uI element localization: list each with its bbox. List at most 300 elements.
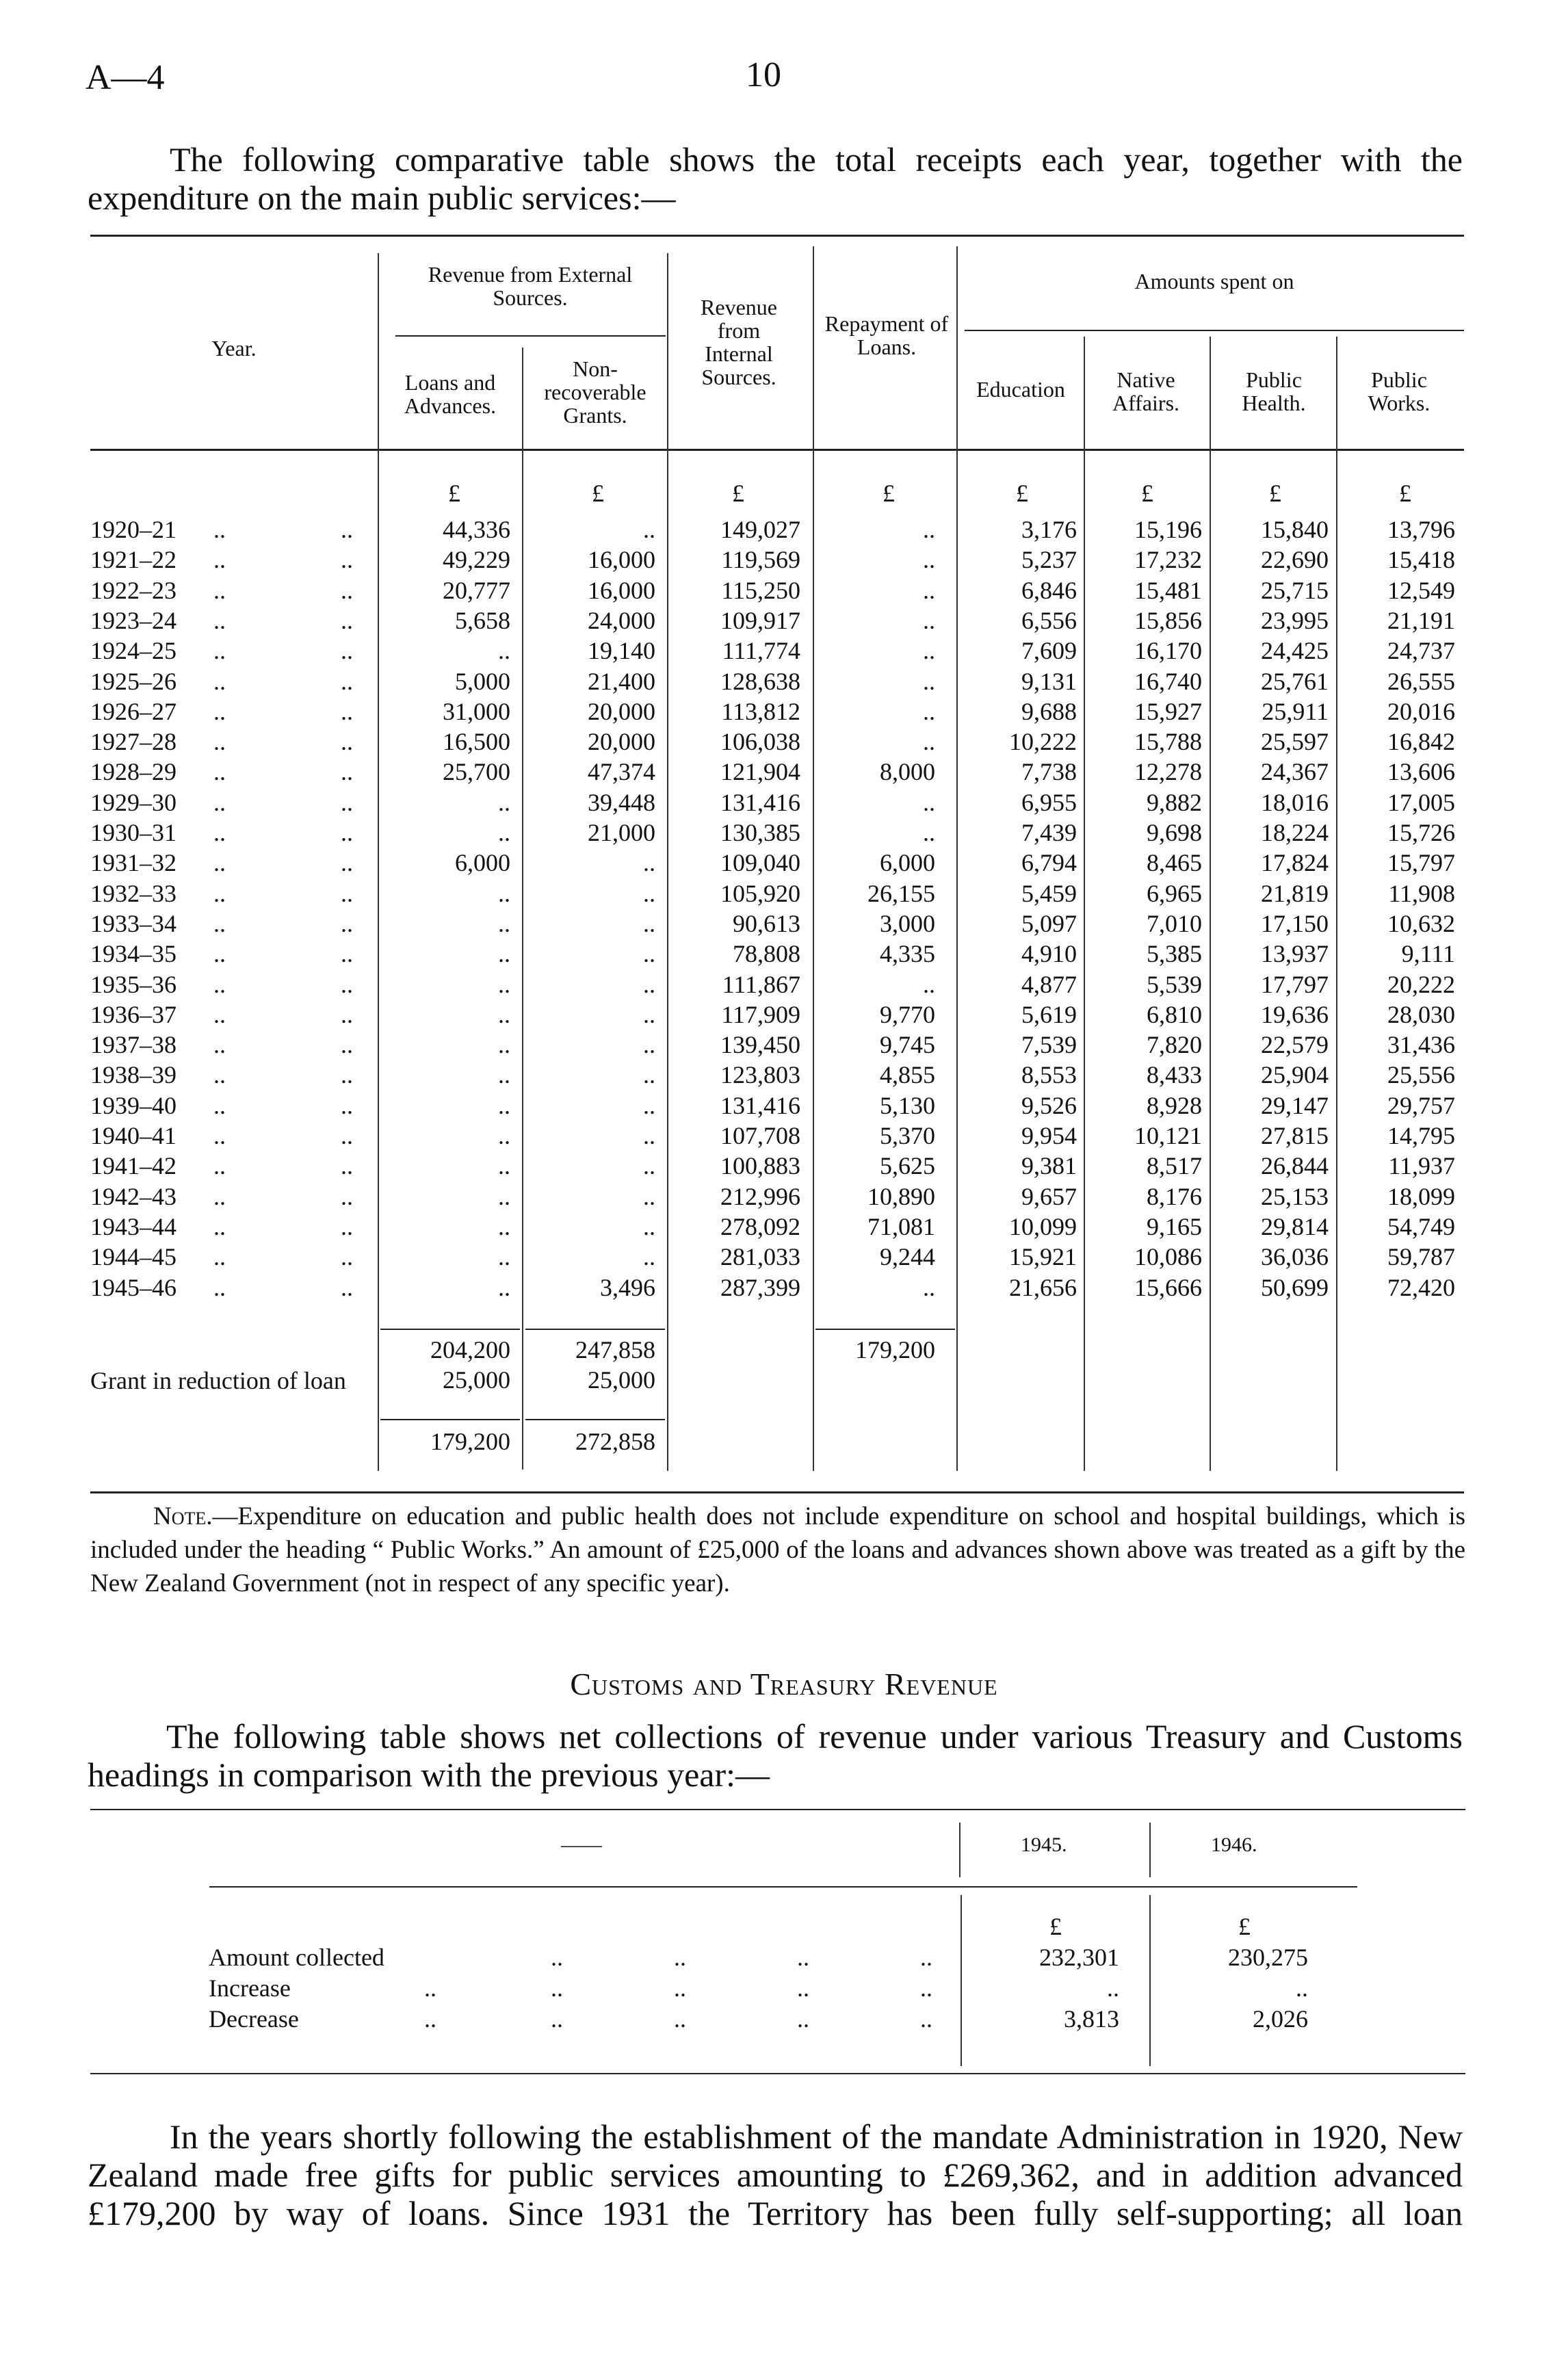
cell-health: 17,824: [1261, 849, 1329, 876]
cell-health: 26,844: [1261, 1152, 1329, 1179]
row-year: 1931–32: [90, 849, 177, 876]
leader-dots: ..: [797, 2005, 809, 2033]
leader-dots: ..: [551, 1974, 563, 2002]
cell-repayment: 3,000: [880, 910, 935, 937]
cell-internal: 281,033: [720, 1243, 800, 1270]
cell-native: 7,010: [1147, 910, 1202, 937]
leader-dots: ..: [341, 1213, 353, 1240]
cell-repayment: ..: [923, 637, 935, 664]
leader-dots: ..: [551, 2005, 563, 2033]
cell-grants: ..: [643, 1031, 655, 1058]
leader-dots: ..: [213, 668, 226, 695]
cell-education: 7,539: [1021, 1031, 1077, 1058]
cell-repayment: 4,855: [880, 1061, 935, 1088]
leader-dots: ..: [213, 698, 226, 725]
cell-loans: ..: [498, 1122, 510, 1149]
cell-native: 15,481: [1134, 577, 1202, 604]
cell-repayment: ..: [923, 728, 935, 755]
cell-health: 21,819: [1261, 880, 1329, 907]
cell-internal: 212,996: [720, 1183, 800, 1210]
cell-works: 54,749: [1387, 1213, 1455, 1240]
cell-grants: ..: [643, 910, 655, 937]
customs-header-1945: 1945.: [1021, 1833, 1067, 1856]
cell-native: 16,170: [1134, 637, 1202, 664]
row-year: 1927–28: [90, 728, 177, 755]
leader-dots: ..: [341, 880, 353, 907]
cell-health: 29,147: [1261, 1092, 1329, 1119]
grants-net: 272,858: [575, 1428, 655, 1455]
cell-works: 26,555: [1387, 668, 1455, 695]
leader-dots: ..: [213, 789, 226, 816]
row-year: 1923–24: [90, 607, 177, 634]
leader-dots: ..: [341, 516, 353, 543]
col-divider-year: [378, 253, 379, 1471]
cell-works: 15,726: [1387, 819, 1455, 846]
row-year: 1934–35: [90, 940, 177, 967]
loans-subtotal: 204,200: [430, 1336, 510, 1363]
customs-row-label: Amount collected: [209, 1944, 384, 1971]
cell-repayment: ..: [923, 516, 935, 543]
leader-dots: ..: [341, 668, 353, 695]
cell-works: 13,796: [1387, 516, 1455, 543]
cell-works: 28,030: [1387, 1001, 1455, 1028]
adjustment-label: Grant in reduction of loan: [90, 1367, 346, 1394]
cell-native: 17,232: [1134, 546, 1202, 573]
customs-bottom-rule: [90, 2073, 1465, 2074]
leader-dots: ..: [341, 940, 353, 967]
row-year: 1941–42: [90, 1152, 177, 1179]
cell-grants: 47,374: [588, 758, 655, 785]
cell-education: 7,738: [1021, 758, 1077, 785]
cell-native: 5,385: [1147, 940, 1202, 967]
customs-stub-header: ——: [561, 1833, 602, 1856]
leader-dots: ..: [424, 2005, 436, 2033]
leader-dots: ..: [341, 789, 353, 816]
cell-internal: 113,812: [721, 698, 800, 725]
leader-dots: ..: [341, 819, 353, 846]
row-year: 1925–26: [90, 668, 177, 695]
customs-intro-text: The following table shows net collections of revenue under various Treasury and Customs headings in comparison with the previous year:—: [88, 1717, 1463, 1794]
cell-native: 15,666: [1134, 1274, 1202, 1301]
cell-education: 5,459: [1021, 880, 1077, 907]
cell-repayment: 5,370: [880, 1122, 935, 1149]
leader-dots: ..: [341, 910, 353, 937]
cell-works: 12,549: [1387, 577, 1455, 604]
cell-loans: 5,658: [455, 607, 510, 634]
grants-net-rule: [525, 1419, 665, 1420]
cell-loans: ..: [498, 1001, 510, 1028]
row-year: 1921–22: [90, 546, 177, 573]
cell-health: 24,367: [1261, 758, 1329, 785]
customs-cell-y1946: 2,026: [1253, 2005, 1308, 2033]
cell-education: 10,222: [1009, 728, 1077, 755]
header-external-sources: Revenue from External Sources.: [428, 262, 633, 310]
cell-works: 18,099: [1387, 1183, 1455, 1210]
row-year: 1932–33: [90, 880, 177, 907]
cell-grants: 3,496: [600, 1274, 655, 1301]
leader-dots: ..: [213, 728, 226, 755]
leader-dots: ..: [920, 1944, 932, 1971]
row-year: 1929–30: [90, 789, 177, 816]
leader-dots: ..: [213, 546, 226, 573]
row-year: 1940–41: [90, 1122, 177, 1149]
row-year: 1930–31: [90, 819, 177, 846]
cell-repayment: 9,770: [880, 1001, 935, 1028]
cell-health: 17,797: [1261, 971, 1329, 998]
cell-repayment: 71,081: [867, 1213, 935, 1240]
cell-grants: 39,448: [588, 789, 655, 816]
customs-header-1946: 1946.: [1211, 1833, 1257, 1856]
cell-loans: 49,229: [443, 546, 510, 573]
cell-works: 20,016: [1387, 698, 1455, 725]
cell-works: 13,606: [1387, 758, 1455, 785]
cell-education: 3,176: [1021, 516, 1077, 543]
amounts-group-rule: [965, 330, 1464, 331]
cell-works: 21,191: [1387, 607, 1455, 634]
intro-paragraph: [88, 140, 1463, 217]
header-year: Year.: [211, 336, 257, 361]
cell-education: 4,877: [1021, 971, 1077, 998]
leader-dots: ..: [341, 1152, 353, 1179]
leader-dots: ..: [213, 971, 226, 998]
cell-internal: 139,450: [720, 1031, 800, 1058]
cell-education: 9,381: [1021, 1152, 1077, 1179]
leader-dots: ..: [341, 637, 353, 664]
table-note: [90, 1500, 1465, 1600]
cell-internal: 109,917: [720, 607, 800, 634]
external-group-rule: [395, 335, 666, 337]
leader-dots: ..: [341, 1001, 353, 1028]
cell-native: 9,882: [1147, 789, 1202, 816]
cell-health: 25,761: [1261, 668, 1329, 695]
cell-internal: 131,416: [720, 789, 800, 816]
cell-repayment: ..: [923, 1274, 935, 1301]
cell-works: 10,632: [1387, 910, 1455, 937]
cell-grants: ..: [643, 1243, 655, 1270]
cell-loans: ..: [498, 1213, 510, 1240]
customs-cell-y1946: ..: [1296, 1974, 1308, 2002]
cell-internal: 106,038: [720, 728, 800, 755]
customs-col-divider-3: [961, 1895, 962, 2066]
cell-internal: 121,904: [720, 758, 800, 785]
cell-health: 23,995: [1261, 607, 1329, 634]
leader-dots: ..: [341, 1092, 353, 1119]
cell-grants: ..: [643, 1152, 655, 1179]
leader-dots: ..: [213, 637, 226, 664]
cell-native: 8,928: [1147, 1092, 1202, 1119]
leader-dots: ..: [213, 1152, 226, 1179]
header-bottom-rule: [90, 449, 1464, 451]
cell-loans: ..: [498, 971, 510, 998]
cell-works: 11,937: [1388, 1152, 1455, 1179]
closing-paragraph: [88, 2117, 1463, 2232]
cell-works: 9,111: [1401, 940, 1455, 967]
cell-native: 5,539: [1147, 971, 1202, 998]
leader-dots: ..: [920, 2005, 932, 2033]
header-amounts-spent: Amounts spent on: [1134, 269, 1294, 293]
cell-loans: 5,000: [455, 668, 510, 695]
cell-grants: ..: [643, 880, 655, 907]
cell-internal: 100,883: [720, 1152, 800, 1179]
customs-col-divider-1: [959, 1823, 961, 1877]
currency-symbol-education: £: [1016, 480, 1028, 507]
cell-loans: 16,500: [443, 728, 510, 755]
col-divider-grants: [667, 253, 668, 1471]
grants-subtotal-rule: [525, 1329, 665, 1330]
header-repayment-loans: Repayment of Loans.: [824, 311, 949, 359]
cell-repayment: ..: [923, 546, 935, 573]
cell-internal: 111,774: [722, 637, 800, 664]
col-divider-internal: [813, 246, 814, 1471]
cell-works: 16,842: [1387, 728, 1455, 755]
cell-education: 7,439: [1021, 819, 1077, 846]
leader-dots: ..: [213, 1001, 226, 1028]
cell-grants: 21,400: [588, 668, 655, 695]
leader-dots: ..: [213, 577, 226, 604]
header-education: Education: [976, 377, 1065, 402]
closing-text: In the years shortly following the establishment of the mandate Administration in 1920, New Zealand made free gifts for public services amounting to £269,362, and in addition advanced £179,200 by way of loans. Since 1931 the Territory has been fully self-supporting; all loan: [88, 2117, 1463, 2232]
cell-education: 15,921: [1009, 1243, 1077, 1270]
cell-repayment: 10,890: [867, 1183, 935, 1210]
cell-internal: 149,027: [720, 516, 800, 543]
cell-repayment: 9,244: [880, 1243, 935, 1270]
cell-repayment: 5,625: [880, 1152, 935, 1179]
cell-health: 25,715: [1261, 577, 1329, 604]
leader-dots: ..: [213, 1213, 226, 1240]
cell-grants: ..: [643, 1001, 655, 1028]
cell-loans: ..: [498, 880, 510, 907]
cell-repayment: 8,000: [880, 758, 935, 785]
header-public-works: Public Works.: [1368, 367, 1430, 415]
cell-internal: 109,040: [720, 849, 800, 876]
customs-cell-y1945: 3,813: [1064, 2005, 1119, 2033]
cell-health: 13,937: [1261, 940, 1329, 967]
row-year: 1937–38: [90, 1031, 177, 1058]
leader-dots: ..: [213, 819, 226, 846]
leader-dots: ..: [341, 698, 353, 725]
cell-education: 7,609: [1021, 637, 1077, 664]
cell-native: 8,517: [1147, 1152, 1202, 1179]
cell-repayment: ..: [923, 607, 935, 634]
cell-health: 19,636: [1261, 1001, 1329, 1028]
leader-dots: ..: [341, 728, 353, 755]
cell-internal: 278,092: [720, 1213, 800, 1240]
row-year: 1944–45: [90, 1243, 177, 1270]
leader-dots: ..: [424, 1974, 436, 2002]
header-native-affairs: Native Affairs.: [1112, 367, 1180, 415]
cell-education: 9,688: [1021, 698, 1077, 725]
intro-text: The following comparative table shows the total receipts each year, together with the expenditure on the main public services:—: [88, 140, 1463, 217]
cell-works: 11,908: [1388, 880, 1455, 907]
leader-dots: ..: [551, 1944, 563, 1971]
cell-repayment: 26,155: [867, 880, 935, 907]
cell-education: 10,099: [1009, 1213, 1077, 1240]
cell-health: 25,597: [1261, 728, 1329, 755]
section-title-customs: Customs and Treasury Revenue: [570, 1667, 998, 1701]
cell-native: 9,698: [1147, 819, 1202, 846]
row-year: 1922–23: [90, 577, 177, 604]
table-bottom-rule: [90, 1491, 1464, 1493]
cell-health: 27,815: [1261, 1122, 1329, 1149]
leader-dots: ..: [797, 1944, 809, 1971]
row-year: 1943–44: [90, 1213, 177, 1240]
cell-native: 16,740: [1134, 668, 1202, 695]
col-divider-loans: [522, 348, 523, 1470]
cell-health: 24,425: [1261, 637, 1329, 664]
cell-grants: 21,000: [588, 819, 655, 846]
cell-internal: 78,808: [733, 940, 800, 967]
cell-health: 18,224: [1261, 819, 1329, 846]
cell-health: 25,153: [1261, 1183, 1329, 1210]
customs-col-divider-4: [1149, 1895, 1151, 2066]
cell-native: 8,433: [1147, 1061, 1202, 1088]
cell-works: 24,737: [1387, 637, 1455, 664]
cell-internal: 119,569: [721, 546, 800, 573]
cell-grants: 16,000: [588, 546, 655, 573]
cell-internal: 90,613: [733, 910, 800, 937]
leader-dots: ..: [213, 1243, 226, 1270]
cell-loans: ..: [498, 910, 510, 937]
cell-internal: 111,867: [722, 971, 800, 998]
cell-native: 15,856: [1134, 607, 1202, 634]
cell-education: 9,131: [1021, 668, 1077, 695]
cell-grants: ..: [643, 971, 655, 998]
cell-native: 12,278: [1134, 758, 1202, 785]
leader-dots: ..: [674, 1944, 686, 1971]
cell-education: 6,794: [1021, 849, 1077, 876]
leader-dots: ..: [213, 758, 226, 785]
cell-loans: ..: [498, 1152, 510, 1179]
leader-dots: ..: [920, 1974, 932, 2002]
cell-repayment: ..: [923, 698, 935, 725]
leader-dots: ..: [213, 849, 226, 876]
loans-net: 179,200: [430, 1428, 510, 1455]
row-year: 1945–46: [90, 1274, 177, 1301]
currency-symbol-native: £: [1141, 480, 1153, 507]
cell-repayment: 9,745: [880, 1031, 935, 1058]
leader-dots: ..: [341, 971, 353, 998]
row-year: 1935–36: [90, 971, 177, 998]
leader-dots: ..: [674, 2005, 686, 2033]
leader-dots: ..: [213, 1183, 226, 1210]
cell-grants: ..: [643, 1092, 655, 1119]
cell-works: 15,418: [1387, 546, 1455, 573]
cell-repayment: ..: [923, 819, 935, 846]
leader-dots: ..: [674, 1974, 686, 2002]
leader-dots: ..: [797, 1974, 809, 2002]
leader-dots: ..: [213, 516, 226, 543]
cell-health: 15,840: [1261, 516, 1329, 543]
cell-works: 72,420: [1387, 1274, 1455, 1301]
row-year: 1920–21: [90, 516, 177, 543]
cell-health: 18,016: [1261, 789, 1329, 816]
header-public-health: Public Health.: [1242, 367, 1306, 415]
table-top-rule: [90, 235, 1464, 237]
leader-dots: ..: [341, 1183, 353, 1210]
cell-grants: ..: [643, 1183, 655, 1210]
customs-col-divider-2: [1149, 1823, 1151, 1877]
cell-grants: ..: [643, 1122, 655, 1149]
cell-native: 15,788: [1134, 728, 1202, 755]
currency-symbol-health: £: [1269, 480, 1281, 507]
header-nonrecoverable-grants: Non-recoverable Grants.: [544, 356, 646, 428]
leader-dots: ..: [341, 607, 353, 634]
currency-symbol-repayment: £: [883, 480, 895, 507]
cell-internal: 131,416: [720, 1092, 800, 1119]
col-divider-health: [1336, 337, 1337, 1471]
leader-dots: ..: [213, 880, 226, 907]
customs-header-rule: [209, 1886, 1357, 1888]
leader-dots: ..: [213, 1092, 226, 1119]
page-number: 10: [746, 55, 781, 94]
leader-dots: ..: [341, 758, 353, 785]
row-year: 1942–43: [90, 1183, 177, 1210]
cell-education: 4,910: [1021, 940, 1077, 967]
cell-grants: ..: [643, 1061, 655, 1088]
cell-native: 15,196: [1134, 516, 1202, 543]
leader-dots: ..: [341, 1031, 353, 1058]
leader-dots: ..: [213, 607, 226, 634]
cell-grants: ..: [643, 940, 655, 967]
cell-works: 15,797: [1387, 849, 1455, 876]
cell-loans: 20,777: [443, 577, 510, 604]
cell-native: 9,165: [1147, 1213, 1202, 1240]
row-year: 1936–37: [90, 1001, 177, 1028]
customs-cell-y1945: 232,301: [1039, 1944, 1119, 1971]
cell-repayment: 4,335: [880, 940, 935, 967]
row-year: 1933–34: [90, 910, 177, 937]
cell-loans: ..: [498, 1092, 510, 1119]
cell-loans: ..: [498, 940, 510, 967]
col-divider-native: [1210, 337, 1211, 1471]
leader-dots: ..: [341, 1122, 353, 1149]
cell-repayment: ..: [923, 789, 935, 816]
currency-symbol-grants: £: [592, 480, 604, 507]
cell-loans: ..: [498, 1274, 510, 1301]
customs-currency-1945: £: [1049, 1913, 1062, 1940]
row-year: 1924–25: [90, 637, 177, 664]
leader-dots: ..: [213, 1122, 226, 1149]
col-divider-education: [1084, 337, 1085, 1471]
cell-works: 31,436: [1387, 1031, 1455, 1058]
loans-net-rule: [380, 1419, 520, 1420]
cell-education: 6,556: [1021, 607, 1077, 634]
cell-loans: ..: [498, 789, 510, 816]
cell-native: 7,820: [1147, 1031, 1202, 1058]
leader-dots: ..: [341, 1274, 353, 1301]
repayment-total: 179,200: [855, 1336, 935, 1363]
cell-grants: 16,000: [588, 577, 655, 604]
customs-top-rule: [90, 1809, 1465, 1810]
leader-dots: ..: [213, 1031, 226, 1058]
note-text: —Expenditure on education and public health does not include expenditure on school and hospital buildings, which is included under the heading “ Public Works.” An amount of £25,000 of the loans and advances shown above was treated as a gift by the New Zealand Government (not in respect of any specific year).: [90, 1502, 1465, 1597]
row-year: 1939–40: [90, 1092, 177, 1119]
cell-health: 25,904: [1261, 1061, 1329, 1088]
cell-health: 22,690: [1261, 546, 1329, 573]
cell-education: 5,237: [1021, 546, 1077, 573]
cell-health: 17,150: [1261, 910, 1329, 937]
cell-education: 5,619: [1021, 1001, 1077, 1028]
cell-grants: ..: [643, 1213, 655, 1240]
cell-grants: ..: [643, 849, 655, 876]
cell-education: 5,097: [1021, 910, 1077, 937]
cell-internal: 117,909: [721, 1001, 800, 1028]
cell-works: 20,222: [1387, 971, 1455, 998]
repayment-subtotal-rule: [815, 1329, 955, 1330]
row-year: 1938–39: [90, 1061, 177, 1088]
cell-repayment: 6,000: [880, 849, 935, 876]
cell-health: 25,911: [1262, 698, 1329, 725]
